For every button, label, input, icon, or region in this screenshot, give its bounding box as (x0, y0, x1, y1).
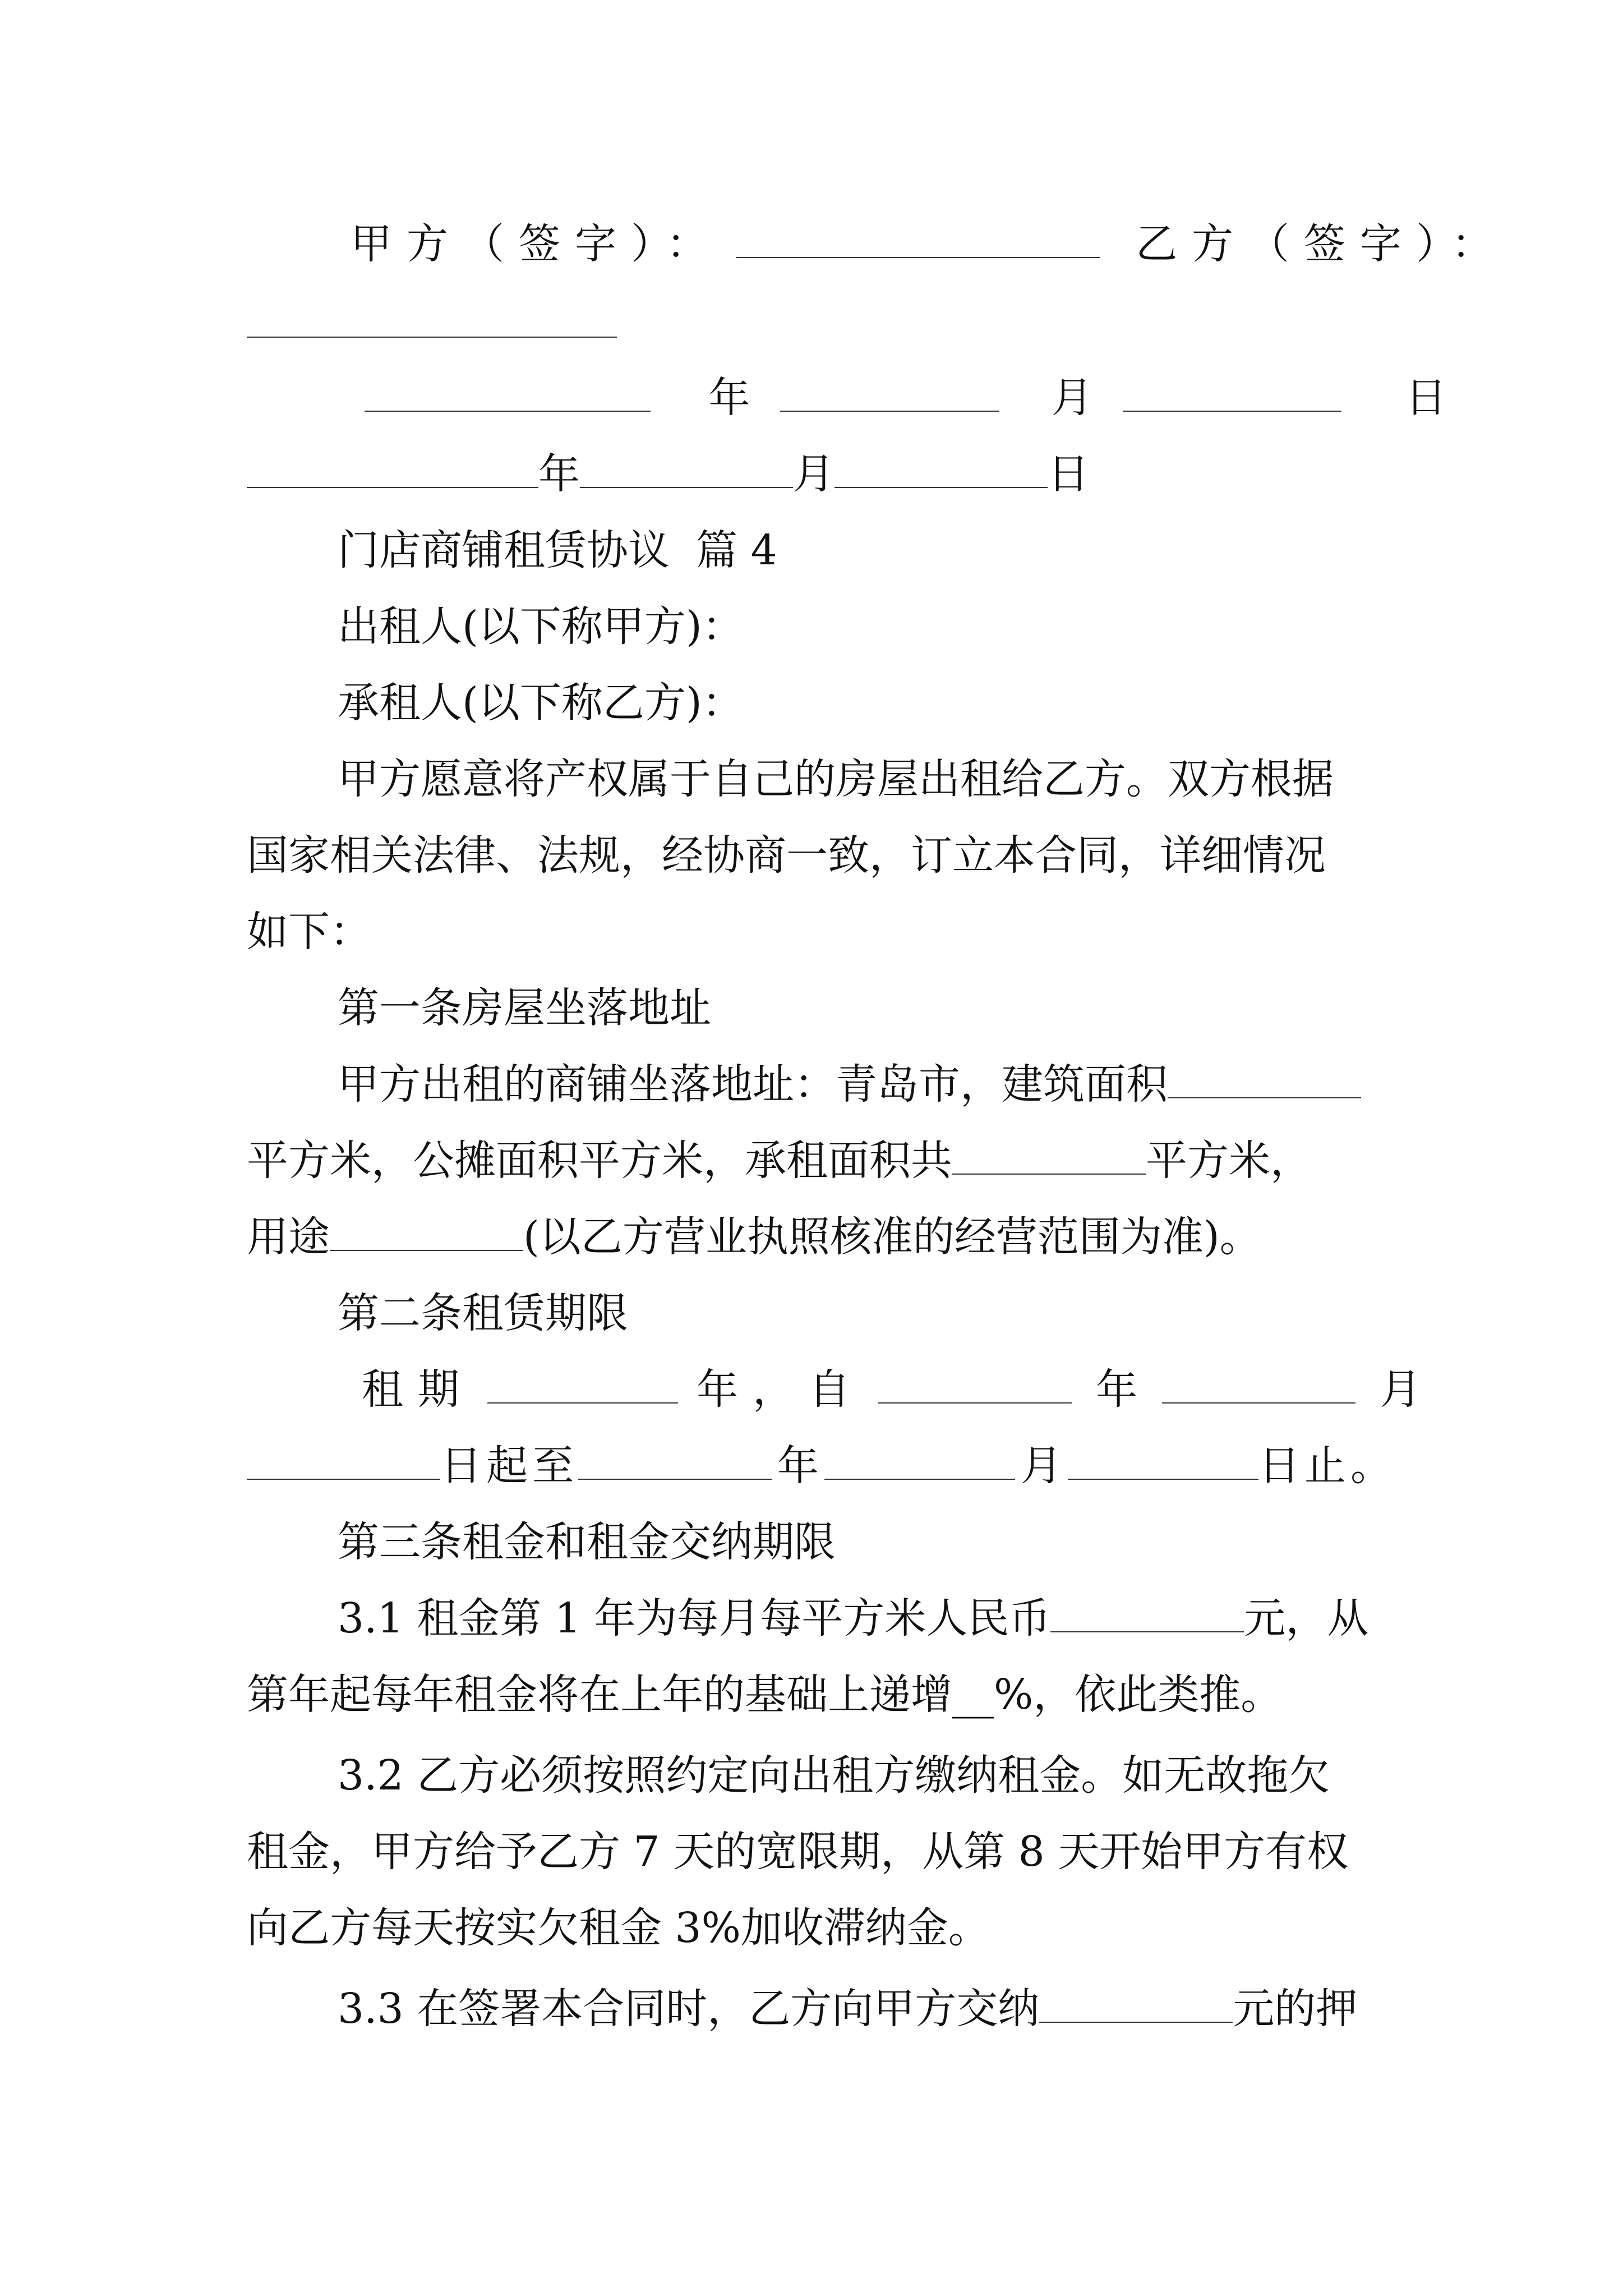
article2-title: 第二条租赁期限 (338, 1289, 628, 1337)
rent-text: 3.1 租金第 1 年为每月每平方米人民币 (338, 1594, 1051, 1642)
term-label: 租期 (362, 1365, 474, 1414)
end-text: 日止。 (1258, 1442, 1396, 1490)
rent-amount-blank (1050, 1598, 1244, 1632)
address-text: 甲方出租的商铺坐落地址：青岛市，建筑面积 (338, 1060, 1168, 1108)
lessee-line: 承租人(以下称乙方)： (338, 679, 744, 727)
deposit-amount-blank (1039, 1988, 1233, 2023)
intro-line-1: 甲方愿意将产权属于自己的房屋出租给乙方。双方根据 (338, 755, 1334, 803)
year-unit: 年 (538, 450, 580, 498)
clause-3-2-line-2: 租金，甲方给予乙方 7 天的宽限期，从第 8 天开始甲方有权 (247, 1828, 1349, 1876)
clause-3-3-line-1 (338, 1985, 1358, 2033)
lessor-line: 出租人(以下称甲方)： (338, 602, 744, 651)
intro-line-3: 如下： (247, 908, 371, 956)
year-unit: 年 (1096, 1365, 1138, 1414)
usage-label: 用途 (247, 1213, 330, 1261)
sqm-unit: 平方米， (1146, 1137, 1312, 1185)
month-unit: 月 (1021, 1442, 1062, 1490)
usage-note: (以乙方营业执照核准的经营范围为准)。 (523, 1213, 1261, 1261)
article1-line-1 (338, 1060, 1361, 1108)
year-unit: 年 (708, 374, 750, 422)
start-day-blank (247, 1445, 440, 1480)
intro-line-2: 国家相关法律、法规，经协商一致，订立本合同，详细情况 (247, 831, 1326, 880)
rent-area-blank (952, 1140, 1146, 1175)
article1-title: 第一条房屋坐落地址 (338, 984, 711, 1032)
yuan-text: 元，从 (1244, 1594, 1369, 1642)
party-a-signature-blank (736, 223, 1100, 258)
year-blank (365, 377, 651, 412)
article3-title: 第三条租金和租金交纳期限 (338, 1518, 836, 1566)
clause-3-1-line-2: 第年起每年租金将在上年的基础上递增__%，依此类推。 (247, 1671, 1283, 1719)
article2-line-2 (247, 1442, 1396, 1490)
area-text: 平方米，公摊面积平方米，承租面积共 (247, 1137, 952, 1185)
clause-3-2-line-3: 向乙方每天按实欠租金 3%加收滞纳金。 (247, 1904, 990, 1952)
month-unit: 月 (793, 450, 834, 498)
month-unit: 月 (1051, 374, 1093, 422)
month-unit: 月 (1380, 1365, 1422, 1414)
section-title: 门店商铺租赁协议 篇 4 (338, 526, 777, 574)
term-from-text: 年，自 (697, 1365, 865, 1414)
party-b-signature-label: 乙方（签字）： (1136, 220, 1508, 268)
signature-line (351, 220, 1508, 268)
start-to-text: 日起至 (440, 1442, 578, 1490)
party-a-signature-label: 甲方（签字）： (351, 220, 722, 268)
end-month-blank (824, 1445, 1015, 1480)
party-b-signature-blank (247, 337, 617, 338)
deposit-text: 3.3 在签署本合同时，乙方向甲方交纳 (338, 1985, 1040, 2033)
clause-3-2-line-1: 3.2 乙方必须按照约定向出租方缴纳租金。如无故拖欠 (338, 1751, 1330, 1800)
month-blank (580, 453, 793, 488)
building-area-blank (1168, 1064, 1361, 1098)
article1-line-3 (247, 1213, 1261, 1261)
article2-line-1 (362, 1365, 1422, 1414)
year-unit: 年 (777, 1442, 819, 1490)
end-year-blank (578, 1445, 772, 1480)
day-blank (834, 453, 1048, 488)
clause-3-1-line-1 (338, 1594, 1369, 1642)
month-blank (780, 377, 999, 412)
date-line-b (247, 450, 1089, 498)
day-unit: 日 (1048, 450, 1089, 498)
usage-blank (330, 1216, 523, 1251)
term-years-blank (487, 1369, 678, 1404)
day-blank (1123, 377, 1341, 412)
end-day-blank (1068, 1445, 1258, 1480)
date-line-a (365, 374, 1447, 422)
start-year-blank (878, 1369, 1072, 1404)
year-blank (247, 453, 538, 488)
day-unit: 日 (1405, 374, 1447, 422)
article1-line-2 (247, 1137, 1312, 1185)
start-month-blank (1162, 1369, 1355, 1404)
deposit-suffix: 元的押 (1233, 1985, 1358, 2033)
